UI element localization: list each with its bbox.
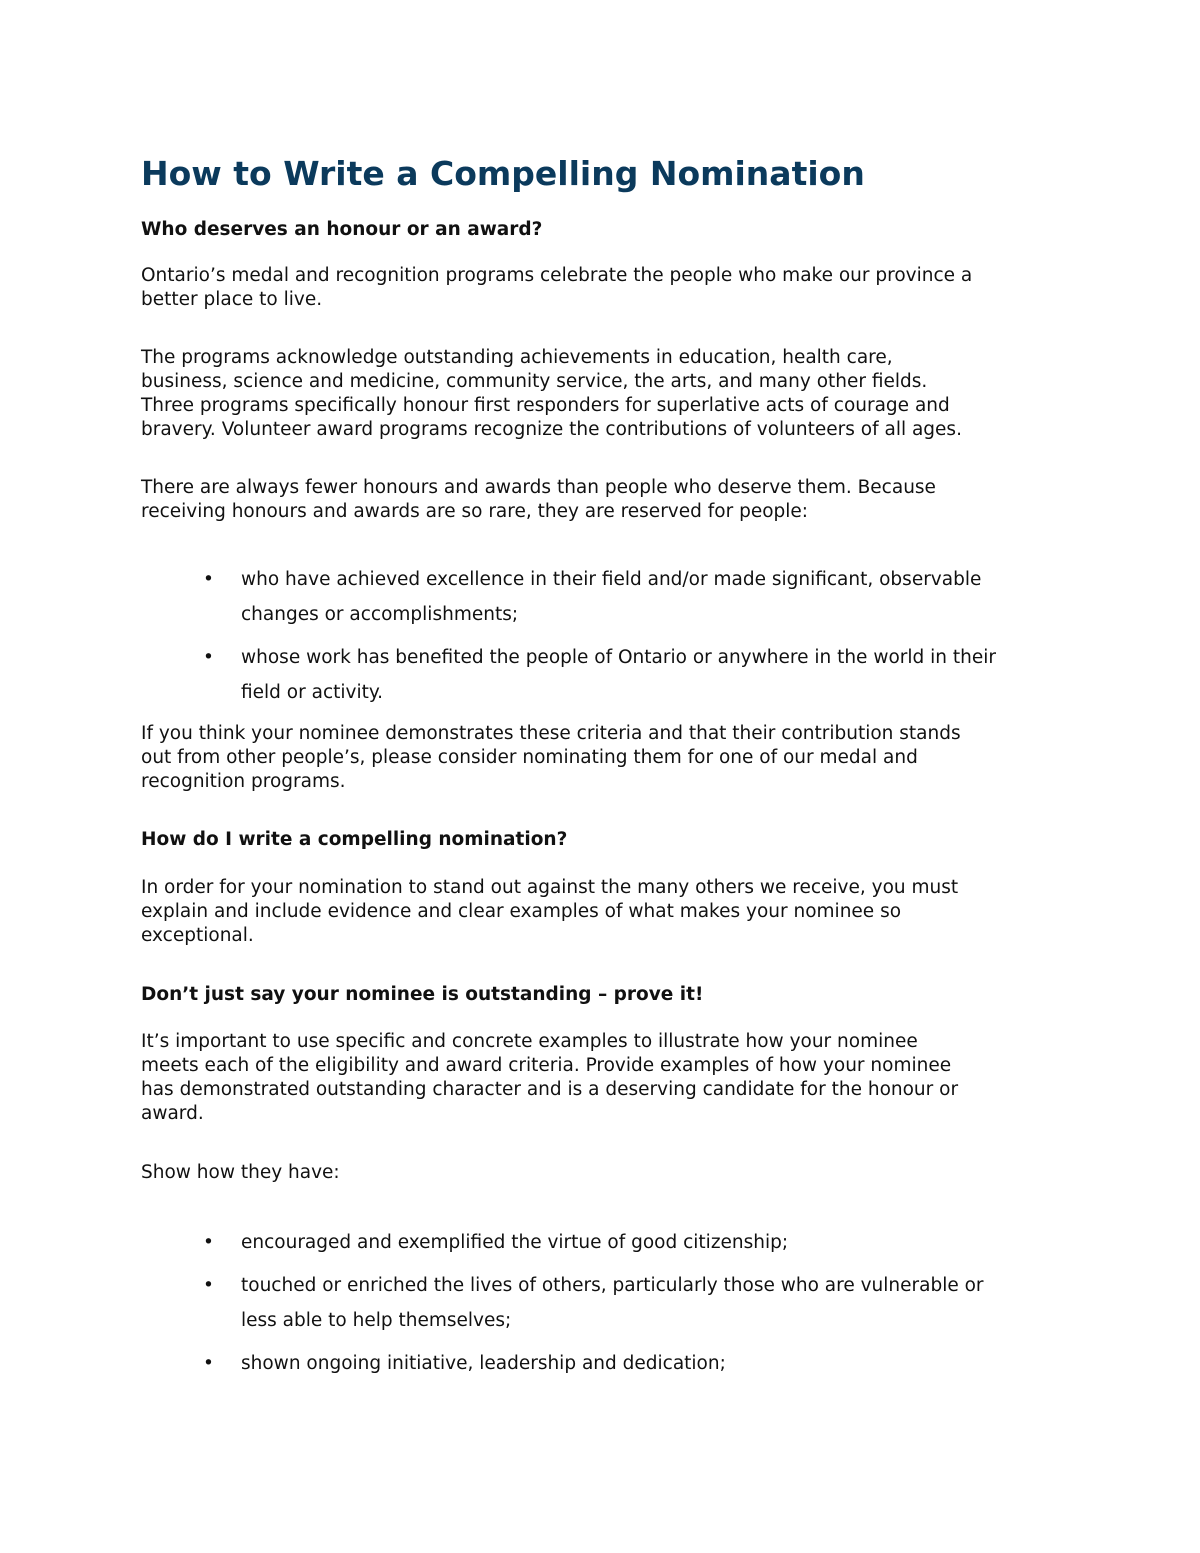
paragraph-reserved: [141, 476, 1061, 524]
paragraph-show-how: Show how they have:: [141, 1162, 340, 1183]
text-line: meets each of the eligibility and award criteria. Provide examples of how your nominee: [141, 1055, 952, 1076]
examples-list: [141, 1225, 1061, 1381]
text-line: bravery. Volunteer award programs recognize the contributions of volunteers of all ages.: [141, 419, 962, 440]
paragraph-programs: [141, 346, 1061, 442]
bullet-icon: •: [203, 569, 214, 590]
text-line: receiving honours and awards are so rare, they are reserved for people:: [141, 501, 809, 522]
text-line: In order for your nomination to stand out against the many others we receive, you must: [141, 877, 959, 898]
text-line: exceptional.: [141, 925, 254, 946]
text-line: recognition programs.: [141, 771, 346, 792]
list-item: [141, 1225, 1061, 1260]
text-line: field or activity.: [241, 682, 384, 703]
text-line: has demonstrated outstanding character and is a deserving candidate for the honour or: [141, 1079, 959, 1100]
text-line: who have achieved excellence in their field and/or made significant, observable: [241, 569, 982, 590]
text-line: whose work has benefited the people of Ontario or anywhere in the world in their: [241, 647, 996, 668]
criteria-list: [141, 562, 1061, 710]
list-item: [141, 1346, 1061, 1381]
document-content: [141, 148, 1061, 1381]
bullet-icon: •: [203, 1275, 214, 1296]
text-line: The programs acknowledge outstanding achievements in education, health care,: [141, 347, 893, 368]
text-line: If you think your nominee demonstrates these criteria and that their contribution stands: [141, 723, 961, 744]
section-heading-how-to-write: How do I write a compelling nomination?: [141, 829, 568, 850]
text-line: business, science and medicine, community service, the arts, and many other fields.: [141, 371, 928, 392]
text-line: explain and include evidence and clear examples of what makes your nominee so: [141, 901, 902, 922]
list-item: [141, 640, 1061, 710]
text-line: Ontario’s medal and recognition programs celebrate the people who make our province a: [141, 265, 973, 286]
paragraph-intro: [141, 264, 1061, 312]
text-line: It’s important to use specific and concrete examples to illustrate how your nominee: [141, 1031, 918, 1052]
text-line: better place to live.: [141, 289, 323, 310]
paragraph-stand-out: [141, 876, 1061, 948]
text-line: Three programs specifically honour first responders for superlative acts of courage and: [141, 395, 950, 416]
text-line: There are always fewer honours and awards than people who deserve them. Because: [141, 477, 936, 498]
text-line: changes or accomplishments;: [241, 604, 519, 625]
section-heading-who-deserves: Who deserves an honour or an award?: [141, 219, 543, 240]
text-line: touched or enriched the lives of others, particularly those who are vulnerable or: [241, 1275, 984, 1296]
paragraph-examples: [141, 1030, 1061, 1126]
text-line: shown ongoing initiative, leadership and dedication;: [241, 1353, 726, 1374]
bullet-icon: •: [203, 1232, 214, 1253]
list-item: [141, 1268, 1061, 1338]
section-heading-prove-it: Don’t just say your nominee is outstanding – prove it!: [141, 984, 704, 1005]
page-title: How to Write a Compelling Nomination: [141, 154, 865, 193]
text-line: encouraged and exemplified the virtue of good citizenship;: [241, 1232, 789, 1253]
paragraph-consider: [141, 722, 1061, 794]
text-line: out from other people’s, please consider nominating them for one of our medal and: [141, 747, 918, 768]
list-item: [141, 562, 1061, 632]
bullet-icon: •: [203, 647, 214, 668]
text-line: less able to help themselves;: [241, 1310, 512, 1331]
text-line: award.: [141, 1103, 204, 1124]
bullet-icon: •: [203, 1353, 214, 1374]
